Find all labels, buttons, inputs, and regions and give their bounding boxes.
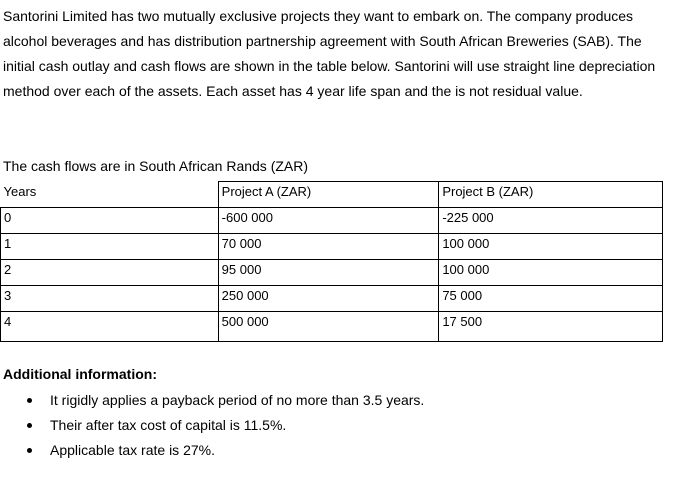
cell-project-a: 500 000 (218, 312, 439, 342)
cell-project-b: 17 500 (439, 312, 663, 342)
list-item (0, 413, 424, 438)
cell-project-a: 70 000 (218, 234, 439, 260)
bullet-icon (27, 398, 32, 403)
table-row (1, 286, 663, 312)
list-item-text: Their after tax cost of capital is 11.5%. (50, 417, 287, 433)
list-item-text: It rigidly applies a payback period of no more than 3.5 years. (50, 392, 425, 408)
table-row (1, 208, 663, 234)
cell-project-a: 95 000 (218, 260, 439, 286)
cell-year: 4 (1, 312, 219, 342)
header-project-a: Project A (ZAR) (218, 182, 439, 208)
header-project-b: Project B (ZAR) (439, 182, 663, 208)
cell-project-b: 75 000 (439, 286, 663, 312)
additional-info-title: Additional information: (3, 366, 157, 382)
list-item (0, 388, 424, 413)
cell-year: 2 (1, 260, 219, 286)
list-item (0, 438, 424, 463)
cell-project-a: -600 000 (218, 208, 439, 234)
bullet-icon (27, 423, 32, 428)
cell-project-a: 250 000 (218, 286, 439, 312)
cell-year: 1 (1, 234, 219, 260)
cell-year: 3 (1, 286, 219, 312)
list-item-text: Applicable tax rate is 27%. (50, 442, 215, 458)
table-caption: The cash flows are in South African Rands (ZAR) (3, 158, 309, 174)
additional-info-list (0, 388, 424, 463)
table-header-row (1, 182, 663, 208)
table-row (1, 260, 663, 286)
intro-paragraph: Santorini Limited has two mutually exclusive projects they want to embark on. The company produces alcohol beverages and has distribution partnership agreement with South African Breweries (SAB). The initial cash outlay and cash flows are shown in the table below. Santorini will use straight line depreciation method over each of the assets. Each asset has 4 year life span and the is not residual value. (3, 8, 656, 99)
cell-project-b: 100 000 (439, 260, 663, 286)
table-row (1, 312, 663, 342)
cell-project-b: 100 000 (439, 234, 663, 260)
cell-year: 0 (1, 208, 219, 234)
bullet-icon (27, 448, 32, 453)
cell-project-b: -225 000 (439, 208, 663, 234)
table-row (1, 234, 663, 260)
header-years: Years (1, 182, 219, 208)
cash-flow-table (0, 181, 663, 342)
